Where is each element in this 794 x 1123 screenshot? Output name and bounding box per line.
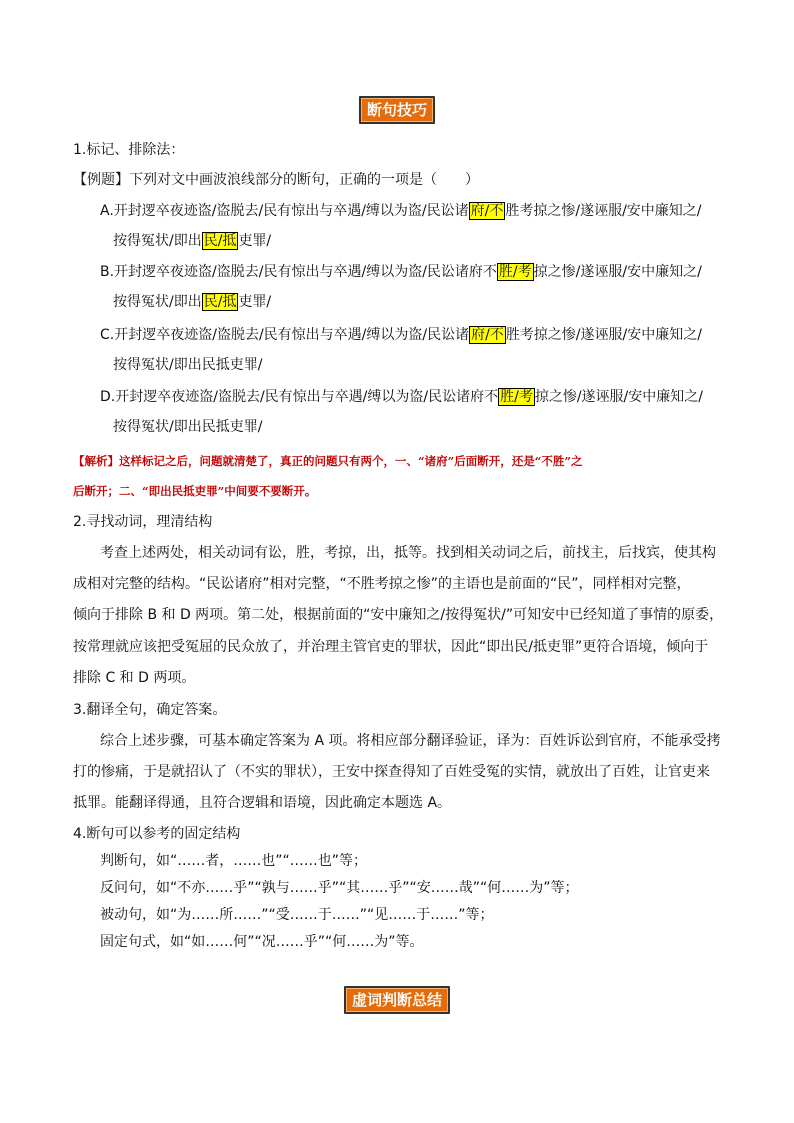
heading-find-verbs: 2.寻找动词，理清结构 [73,514,213,530]
highlight-mark: 胜/考 [500,389,533,405]
structure-item: 反问句，如“不亦……乎”“孰与……乎”“其……乎”“安……哉”“何……为”等； [100,880,579,896]
highlight-mark: 胜/考 [498,264,532,280]
example-text: 下列对文中画波浪线部分的断句，正确的一项是（ ） [129,172,479,188]
option-d-line-1: D.开封逻卒夜迹盗/盗脱去/民有惊出与卒遇/缚以为盗/民讼诸府不 胜/考 掠之惨/遂诬服/安中廉知之/ [100,389,703,405]
paragraph-line: 按常理就应该把受冤屈的民众放了，并治理主管官吏的罪状，因此“即出民/抵吏罪”更符合语境，倾向于 [73,639,709,655]
example-prefix: 【例题】 [73,172,129,188]
option-c-line-2: 按得冤状/即出民抵吏罪/ [113,357,263,373]
highlight-mark: 民/抵 [203,294,237,310]
analysis-line-1: 【解析】这样标记之后，问题就清楚了，真正的问题只有两个，一、“诸府”后面断开，还是“不胜”之 [73,454,583,468]
option-a-line-1: A.开封逻卒夜迹盗/盗脱去/民有惊出与卒遇/缚以为盗/民讼诸 府/不 胜考掠之惨/遂诬服/安中廉知之/ [100,203,702,219]
paragraph-line: 综合上述步骤，可基本确定答案为 A 项。将相应部分翻译验证，译为：百姓诉讼到官府，不能承受拷 [100,733,721,749]
option-b-line-1: B.开封逻卒夜迹盗/盗脱去/民有惊出与卒遇/缚以为盗/民讼诸府不 胜/考 掠之惨/遂诬服/安中廉知之/ [100,264,702,280]
option-b-line-2: 按得冤状/即出 民/抵 吏罪/ [113,294,272,310]
highlight-mark: 民/抵 [203,233,237,249]
option-d-line-2: 按得冤状/即出民抵吏罪/ [113,419,263,435]
option-a-line-2: 按得冤状/即出 民/抵 吏罪/ [113,233,272,249]
paragraph-line: 倾向于排除 B 和 D 两项。第二处，根据前面的“安中廉知之/按得冤状/”可知安中已经知道了事情的原委， [73,607,724,623]
example-question [73,170,479,190]
paragraph-line: 抵罪。能翻译得通，且符合逻辑和语境，因此确定本题选 A。 [73,795,452,811]
analysis-line-2: 后断开；二、“即出民抵吏罪”中间要不要断开。 [73,484,317,498]
heading-fixed-structures: 4.断句可以参考的固定结构 [73,826,241,842]
option-c-line-1: C.开封逻卒夜迹盗/盗脱去/民有惊出与卒遇/缚以为盗/民讼诸 府/不 胜考掠之惨/遂诬服/安中廉知之/ [100,327,702,343]
structure-item: 判断句，如“……者，……也”“……也”等； [100,853,368,869]
paragraph-line: 打的惨痛，于是就招认了（不实的罪状），王安中探查得知了百姓受冤的实情，就放出了百姓，让官吏来 [73,764,710,780]
paragraph-line: 考查上述两处，相关动词有讼，胜，考掠，出，抵等。找到相关动词之后，前找主，后找宾，使其构 [100,545,716,561]
highlight-mark: 府/不 [470,203,504,219]
paragraph-line: 成相对完整的结构。“民讼诸府”相对完整，“不胜考掠之惨”的主语也是前面的“民”，同样相对完整， [73,576,691,592]
section-title-sentence-breaking: 断句技巧 [359,96,435,124]
heading-marking-method: 1.标记、排除法： [73,142,185,158]
structure-item: 固定句式，如“如……何”“况……乎”“何……为”等。 [100,934,424,950]
structure-item: 被动句，如“为……所……”“受……于……”“见……于……”等； [100,907,494,923]
section-title-function-words: 虚词判断总结 [344,986,450,1014]
highlight-mark: 府/不 [471,327,504,343]
paragraph-line: 排除 C 和 D 两项。 [73,670,196,686]
heading-translate: 3.翻译全句，确定答案。 [73,702,227,718]
